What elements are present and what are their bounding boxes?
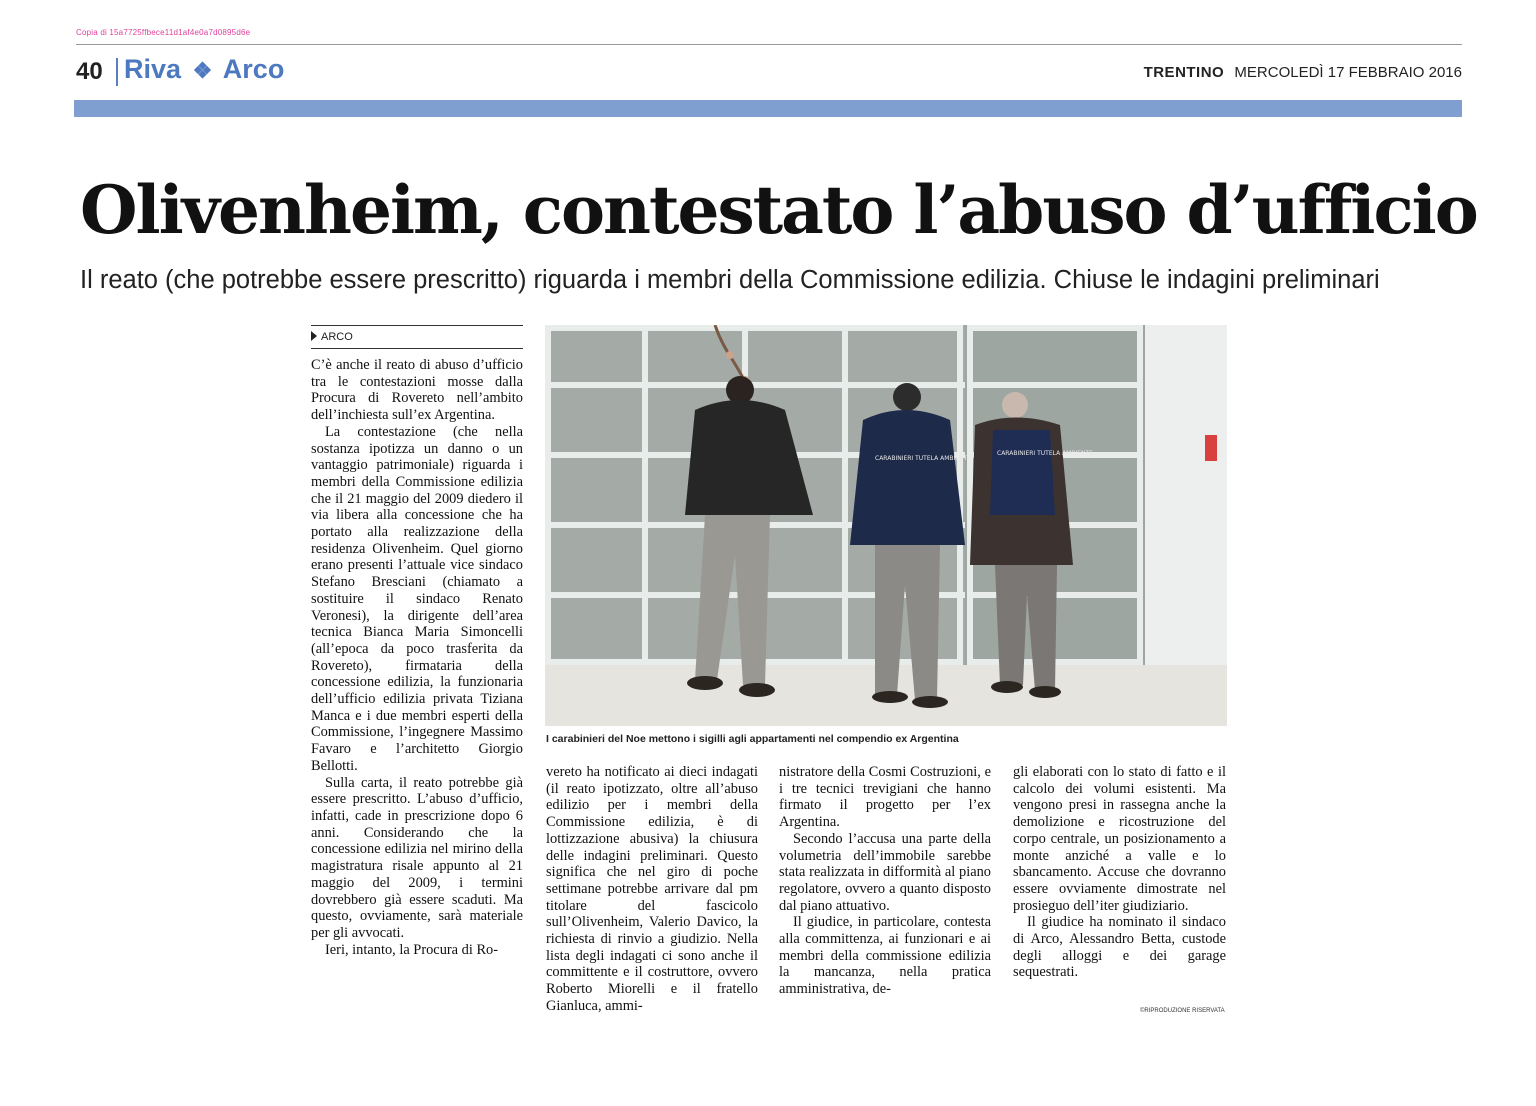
newspaper-dateline bbox=[1144, 64, 1462, 81]
article-photo bbox=[545, 325, 1227, 726]
paragraph: vereto ha notificato ai dieci indagati (il reato ipotizzato, oltre all’abuso edilizio per i membri della Commissione edilizia, è di lottizzazione abusiva) la chiusura delle indagini preliminari. Questo significa che nel giro di poche settimane potrebbe arrivare dal pm titolare del fascicolo sull’Olivenheim, Valerio Davico, la richiesta di rinvio a giudizio. Nella lista degli indagati ci sono anche il committente e il costruttore, ovvero Roberto Miorelli e il fratello Gianluca, ammi- bbox=[546, 764, 758, 1014]
article-column-2 bbox=[546, 764, 758, 1015]
photo-caption: I carabinieri del Noe mettono i sigilli agli appartamenti nel compendio ex Argentina bbox=[546, 733, 959, 745]
paragraph: Sulla carta, il reato potrebbe già essere prescritto. L’abuso d’ufficio, infatti, cade in prescrizione dopo 6 anni. Considerando che la concessione edilizia nel mirino della magistratura risale appunto al 21 maggio del 2009, i termini dovrebbero già essere scaduti. Ma questo, ovviamente, sarà materiale per gli avvocati. bbox=[311, 774, 523, 941]
header-band bbox=[74, 100, 1462, 117]
page-number: 40 bbox=[76, 58, 103, 85]
subheadline: Il reato (che potrebbe essere prescritto) riguarda i membri della Commissione edilizia. Chiuse le indagini preliminari bbox=[80, 266, 1380, 294]
paragraph: Secondo l’accusa una parte della volumetria dell’immobile sarebbe stata realizzata in difformità al piano regolatore, ovvero a quanto disposto dal piano attuativo. bbox=[779, 830, 991, 914]
paragraph: C’è anche il reato di abuso d’ufficio tra le contestazioni mosse dalla Procura di Rovereto nell’ambito dell’inchiesta sull’ex Argentina. bbox=[311, 357, 523, 424]
section-arco: Arco bbox=[222, 54, 285, 84]
newspaper-name: TRENTINO bbox=[1143, 64, 1225, 81]
rights-notice: ©RIPRODUZIONE RISERVATA bbox=[1140, 1008, 1225, 1014]
triangle-icon bbox=[311, 331, 317, 341]
paragraph: La contestazione (che nella sostanza ipotizza un danno o un vantaggio patrimoniale) riguarda i membri della Commissione edilizia che il 21 maggio del 2009 diedero il via libera alla concessione che ha portato alla realizzazione della residenza Olivenheim. Quel giorno erano presenti l’attuale vice sindaco Stefano Bresciani (chiamato a sostituire il sindaco Renato Veronesi), la dirigente dell’area tecnica Bianca Maria Simoncelli (all’epoca da poco trasferita da Rovereto), firmataria della concessione edilizia, la funzionaria dell’ufficio edilizia privata Tiziana Manca e i due membri esperti della Commissione, l’ingegnere Massimo Favaro e l’architetto Giorgio Bellotti. bbox=[311, 423, 523, 774]
article-column-3 bbox=[779, 764, 991, 998]
diamond-icon: ❖ bbox=[192, 58, 213, 83]
vest-label-middle: CARABINIERI TUTELA AMBIENTE bbox=[875, 455, 972, 462]
paragraph: Ieri, intanto, la Procura di Ro- bbox=[325, 941, 499, 958]
paragraph: gli elaborati con lo stato di fatto e il calcolo dei volumi esistenti. Ma vengono presi in rassegna anche la demolizione e ricostruzione del corpo centrale, un posizionamento a monte anziché a valle e lo sbancamento. Accuse che dovranno essere ovviamente dimostrate nel prosieguo dell’iter giudiziario. bbox=[1013, 764, 1226, 914]
copy-notice: Copia di 15a7725ffbece11d1af4e0a7d0895d6e bbox=[76, 28, 251, 37]
section-riva: Riva bbox=[124, 54, 182, 84]
top-rule bbox=[76, 44, 1462, 45]
section-title bbox=[124, 54, 284, 85]
paragraph: Il giudice, in particolare, contesta alla committenza, ai funzionari e ai membri della commissione edilizia la mancanza, nella pratica amministrativa, de- bbox=[779, 914, 991, 998]
article-column-4 bbox=[1013, 764, 1226, 981]
issue-date: MERCOLEDÌ 17 FEBBRAIO 2016 bbox=[1234, 64, 1462, 81]
article-column-1 bbox=[311, 357, 523, 958]
vest-label-right: CARABINIERI TUTELA AMBIENTE bbox=[997, 450, 1094, 457]
section-divider bbox=[116, 58, 118, 86]
paragraph: nistratore della Cosmi Costruzioni, e i tre tecnici trevigiani che hanno firmato il progetto per l’ex Argentina. bbox=[779, 764, 991, 831]
headline: Olivenheim, contestato l’abuso d’ufficio bbox=[80, 171, 1477, 249]
dateline-text: ARCO bbox=[321, 331, 353, 343]
paragraph: Il giudice ha nominato il sindaco di Arco, Alessandro Betta, custode degli alloggi e dei garage sequestrati. bbox=[1013, 914, 1226, 981]
dateline bbox=[311, 325, 523, 349]
